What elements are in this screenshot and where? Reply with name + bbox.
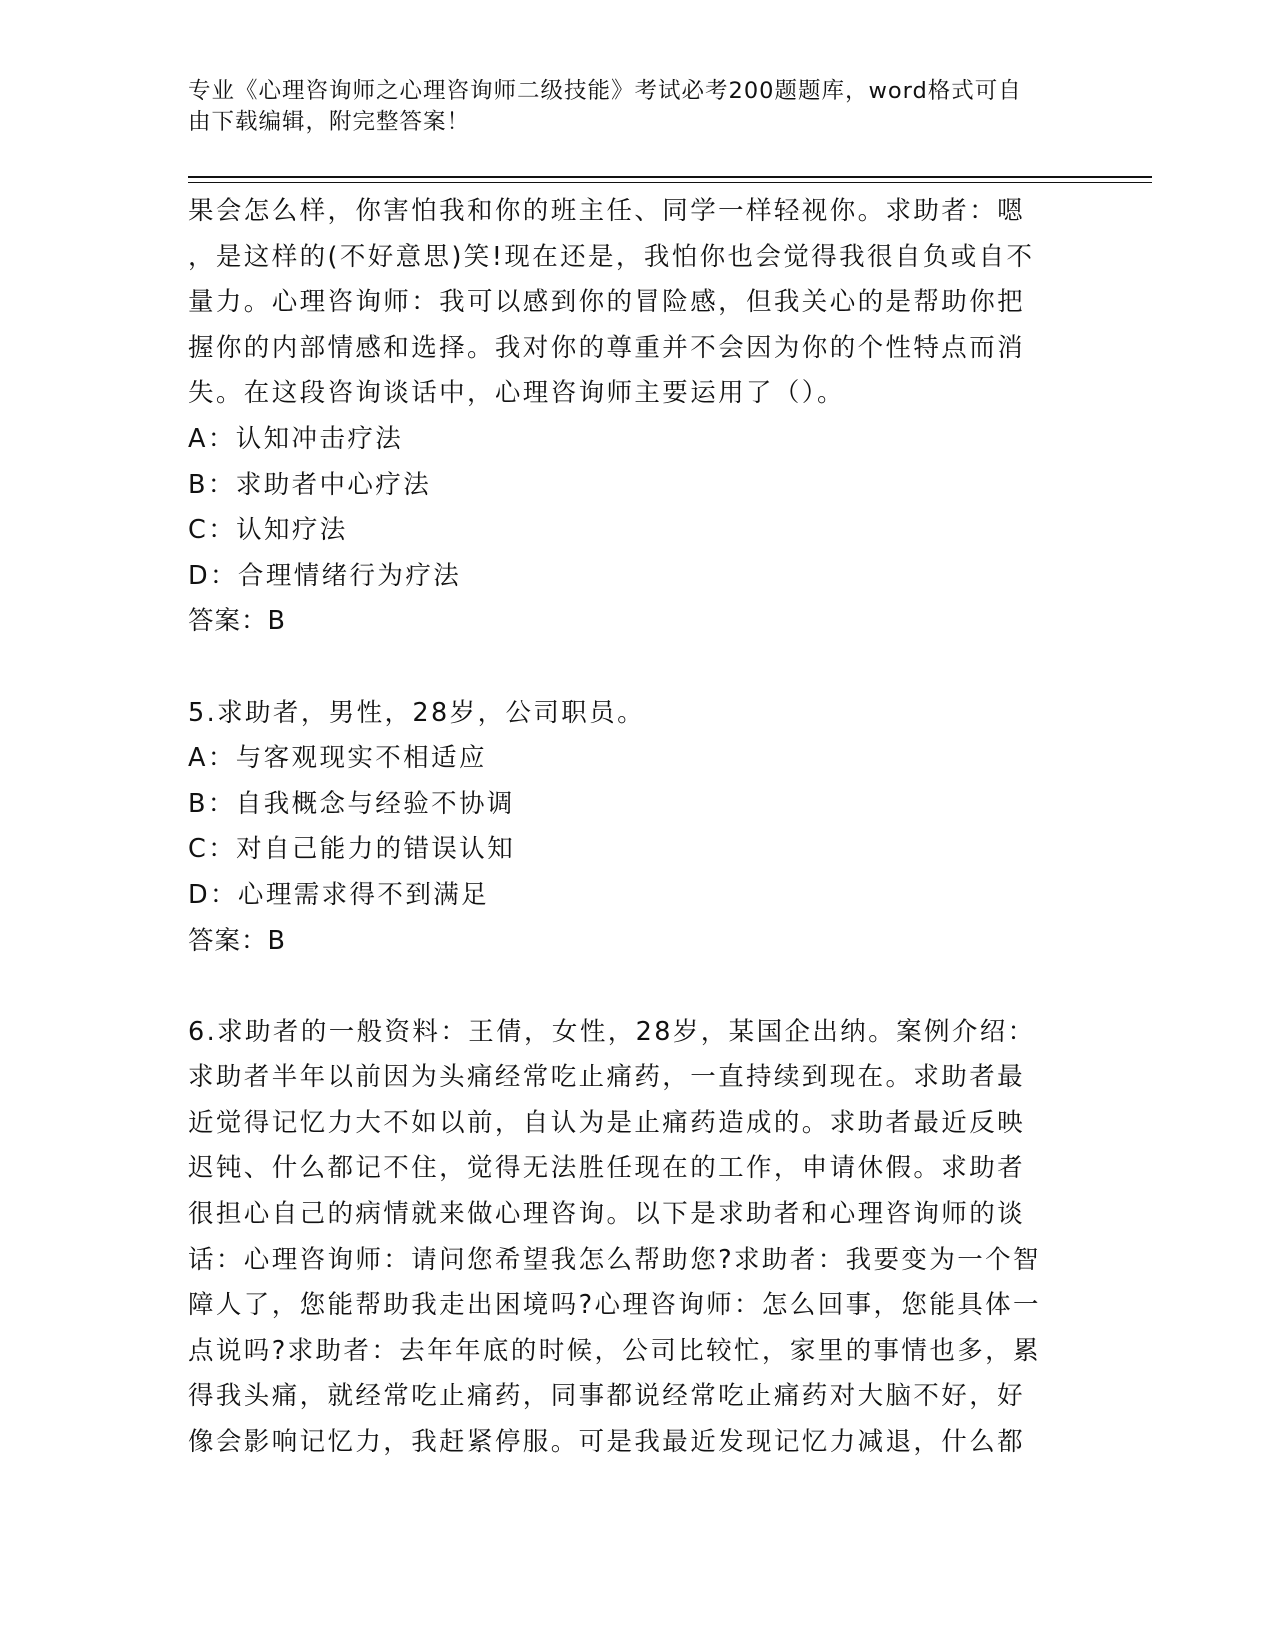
question-stem-line: 量力。心理咨询师：我可以感到你的冒险感，但我关心的是帮助你把 xyxy=(188,287,1026,318)
question-stem-line: 很担心自己的病情就来做心理咨询。以下是求助者和心理咨询师的谈 xyxy=(188,1199,1026,1230)
question-stem-line: 6.求助者的一般资料：王倩，女性，28岁，某国企出纳。案例介绍： xyxy=(188,1016,1036,1047)
option-b: B：求助者中心疗法 xyxy=(188,469,432,500)
document-header xyxy=(188,76,1068,138)
header-title-line-1: 专业《心理咨询师之心理咨询师二级技能》考试必考200题题库，word格式可自 xyxy=(188,78,1022,104)
answer-line: 答案：B xyxy=(188,606,286,637)
paragraph-gap xyxy=(188,964,1088,1010)
question-5 xyxy=(188,691,1088,965)
question-stem-line: 得我头痛，就经常吃止痛药，同事都说经常吃止痛药对大脑不好，好 xyxy=(188,1381,1026,1412)
question-stem-line: 握你的内部情感和选择。我对你的尊重并不会因为你的个性特点而消 xyxy=(188,332,1026,363)
option-c: C：认知疗法 xyxy=(188,515,348,546)
option-a: A：认知冲击疗法 xyxy=(188,423,404,454)
answer-line: 答案：B xyxy=(188,925,286,956)
question-stem-line: 果会怎么样，你害怕我和你的班主任、同学一样轻视你。求助者：嗯 xyxy=(188,196,1026,226)
option-c: C：对自己能力的错误认知 xyxy=(188,834,516,865)
question-stem-line: 求助者半年以前因为头痛经常吃止痛药，一直持续到现在。求助者最 xyxy=(188,1062,1026,1093)
document-body xyxy=(188,189,1088,1466)
option-b: B：自我概念与经验不协调 xyxy=(188,788,515,819)
option-d: D：心理需求得不到满足 xyxy=(188,879,490,910)
question-stem-line: ，是这样的(不好意思)笑!现在还是，我怕你也会觉得我很自负或自不 xyxy=(188,241,1035,272)
option-a: A：与客观现实不相适应 xyxy=(188,743,487,774)
option-d: D：合理情绪行为疗法 xyxy=(188,560,462,591)
question-stem-line: 像会影响记忆力，我赶紧停服。可是我最近发现记忆力减退，什么都 xyxy=(188,1427,1026,1458)
question-stem-line: 5.求助者，男性，28岁，公司职员。 xyxy=(188,697,645,728)
question-stem-line: 话：心理咨询师：请问您希望我怎么帮助您?求助者：我要变为一个智 xyxy=(188,1244,1041,1275)
header-title-line-2: 由下载编辑，附完整答案！ xyxy=(188,109,471,135)
header-rule-thin xyxy=(188,182,1152,183)
question-stem-line: 点说吗?求助者：去年年底的时候，公司比较忙，家里的事情也多，累 xyxy=(188,1335,1041,1366)
question-stem-line: 失。在这段咨询谈话中，心理咨询师主要运用了（）。 xyxy=(188,378,845,409)
question-stem-line: 迟钝、什么都记不住，觉得无法胜任现在的工作，申请休假。求助者 xyxy=(188,1153,1026,1184)
question-stem-line: 近觉得记忆力大不如以前，自认为是止痛药造成的。求助者最近反映 xyxy=(188,1107,1026,1138)
question-4 xyxy=(188,189,1088,645)
question-stem-line: 障人了，您能帮助我走出困境吗?心理咨询师：怎么回事，您能具体一 xyxy=(188,1290,1041,1321)
header-rule-thick xyxy=(188,176,1152,178)
paragraph-gap xyxy=(188,645,1088,691)
question-6 xyxy=(188,1010,1088,1466)
